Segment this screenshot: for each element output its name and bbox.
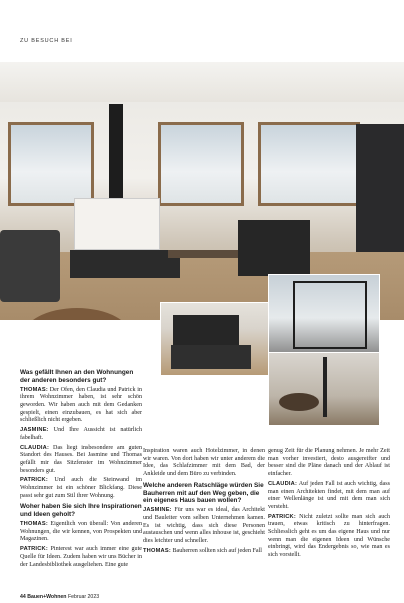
dining-table — [168, 250, 240, 258]
question-heading: Welche anderen Ratschläge würden Sie Bauherren mit auf den Weg geben, die ein eigenes Haus bauen wollen? — [143, 481, 264, 505]
paragraph — [268, 514, 390, 560]
paragraph-text: Nicht zuletzt sollte man sich auch trauen, etwas kritisch zu hinterfragen. Schliesslich geht es um das eigene Haus und nur wenn man die eigenen Ideen und Wünsche einbringt, wird das Endergebnis so, wie man es sich vorstellt. — [268, 513, 390, 559]
paragraph — [143, 448, 265, 479]
window-left — [8, 122, 94, 206]
couch — [279, 393, 319, 411]
paragraph — [20, 387, 142, 426]
kitchen-island — [238, 220, 310, 276]
paragraph — [143, 548, 265, 556]
text-column-1 — [20, 366, 142, 571]
paragraph — [20, 445, 142, 476]
text-column-3 — [268, 448, 390, 562]
question-heading: Was gefällt Ihnen an den Wohnungen der anderen besonders gut? — [20, 369, 134, 384]
window-middle — [158, 122, 244, 206]
staircase-photo — [268, 352, 380, 426]
paragraph-text: Und Ihre Aussicht ist natürlich fabelhaft. — [20, 427, 142, 441]
window-frame — [293, 281, 367, 349]
speaker-name: THOMAS: — [20, 386, 48, 393]
speaker-name: JASMINE: — [143, 507, 172, 514]
paragraph — [143, 507, 265, 546]
speaker-name: THOMAS: — [20, 521, 48, 528]
paragraph-text: Inspiration waren auch Hotelzimmer, in denen wir waren. Von dort haben wir unter anderem die Idee, das Schlafzimmer mit dem Bad, der Ankleide und dem Büro zu verbinden. — [143, 448, 265, 478]
paragraph — [20, 521, 142, 544]
paragraph-text: Auf jeden Fall ist auch wichtig, dass man einen Architekten findet, mit dem man auf einer Wellenlänge ist und mit dem man sich versteht. — [268, 480, 390, 510]
paragraph-text: Pinterest war auch immer eine gute Quelle für Ideen. Zudem haben wir uns Bücher in der Landesbibliothek ausgeliehen. Eine gute — [20, 546, 142, 568]
speaker-name: THOMAS: — [143, 547, 171, 554]
speaker-name: CLAUDIA: — [20, 444, 50, 451]
issue-date: Februar 2023 — [67, 594, 100, 600]
question-heading: Woher haben Sie sich Ihre Inspirationen und Ideen geholt? — [20, 503, 142, 519]
kitchen-counter — [171, 345, 251, 369]
page-footer — [20, 594, 99, 600]
section-kicker: ZU BESUCH BEI — [20, 38, 73, 44]
paragraph-text: genug Zeit für die Planung nehmen. Je mehr Zeit man vorher investiert, desto ausgereifter und besser sind die Pläne danach und der Ablauf ist einfacher. — [268, 448, 390, 478]
ceiling — [0, 62, 404, 102]
text-column-2 — [143, 448, 265, 557]
paragraph — [20, 477, 142, 500]
paragraph — [268, 481, 390, 512]
speaker-name: PATRICK: — [20, 477, 48, 484]
window-right — [258, 122, 360, 206]
paragraph-text: Der Ofen, den Claudia und Patrick in ihrem Wohnzimmer haben, ist sehr schön geworden. Wir haben auch mit dem Gedanken gespielt, einen einzubauen, es hat sich aber schließlich nicht ergeben. — [20, 386, 142, 424]
kitchen-photo — [160, 302, 270, 376]
speaker-name: PATRICK: — [268, 513, 296, 520]
paragraph-text: Bauherren sollten sich auf jeden Fall — [170, 547, 262, 554]
page-number: 44 — [20, 594, 26, 600]
paragraph-text: Für uns war es ideal, das Architekt und Bauleiter vom selben Unternehmen kamen. Es ist wichtig, dass sich diese Personen austauschen und wenn alles inhouse ist, geschieht dies leichter und schneller. — [143, 507, 265, 545]
paragraph-text: Das liegt insbesondere am guten Standort des Hauses. Bei Jasmine und Thomas gefällt mir das Sitzfenster im Wohnzimmer besonders gut. — [20, 444, 142, 474]
paragraph — [20, 546, 142, 569]
speaker-name: PATRICK: — [20, 546, 48, 553]
stair-rail — [323, 357, 327, 417]
fireplace-base — [70, 250, 180, 278]
fireplace-chimney — [109, 104, 123, 198]
magazine-name: Bauen+Wohnen — [27, 594, 67, 600]
paragraph — [20, 427, 142, 442]
kitchen-cabinets — [173, 315, 239, 345]
paragraph — [268, 448, 390, 479]
paragraph-text: Und auch die Steinwand im Wohnzimmer ist ein schöner Blickfang. Diese passt sehr gut zum Stil ihrer Wohnung. — [20, 477, 142, 499]
speaker-name: CLAUDIA: — [268, 480, 298, 487]
sofa — [0, 230, 60, 302]
fireplace-hood — [74, 198, 160, 250]
window-dining-photo — [268, 274, 380, 354]
speaker-name: JASMINE: — [20, 427, 49, 434]
paragraph-text: Eigentlich von überall: Von anderen Wohnungen, die wir kennen, von Prospekten und Magazinen. — [20, 521, 142, 543]
